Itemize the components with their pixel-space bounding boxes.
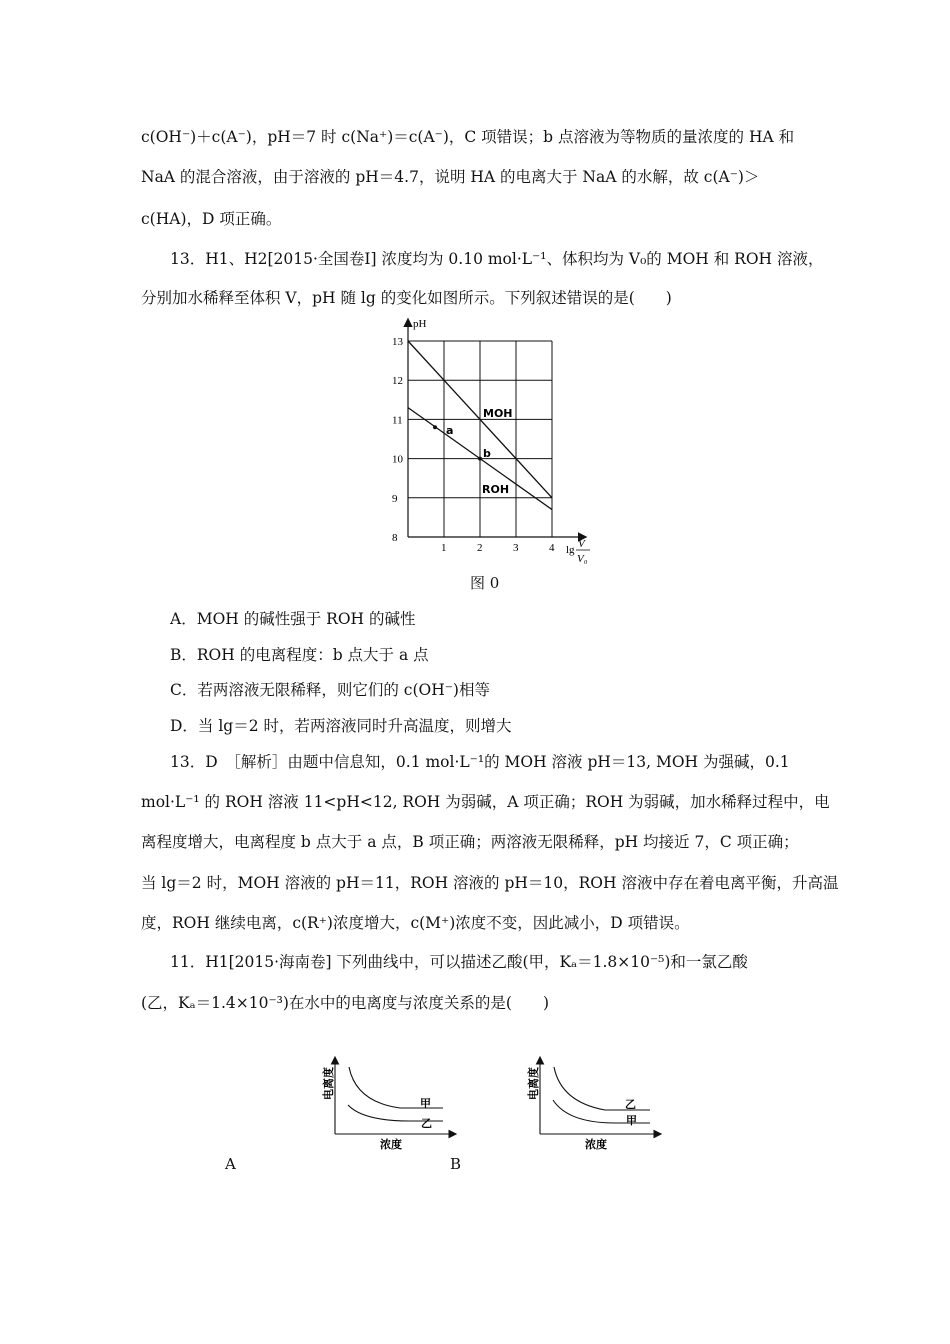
text-line-1: c(OH⁻)＋c(A⁻)，pH＝7 时 c(Na⁺)＝c(A⁻)，C 项错误；b 点溶液为等物质的量浓度的 HA 和 [141, 128, 795, 146]
answer-13-line-3: 离程度增大，电离程度 b 点大于 a 点，B 项正确；两溶液无限稀释，pH 均接近 7，C 项正确； [141, 833, 799, 851]
x-axis-frac-den: V₀ [577, 553, 588, 565]
label-upper: 乙 [625, 1098, 636, 1111]
x-tick-label: 1 [441, 542, 447, 554]
question-13-stem-2: 分别加水稀释至体积 V，pH 随 lg 的变化如图所示。下列叙述错误的是( ) [141, 289, 672, 307]
y-tick-label: 12 [392, 375, 403, 388]
y-label: 电离度 [527, 1067, 540, 1100]
y-axis-label: pH [413, 318, 427, 330]
option-d: D．当 lg＝2 时，若两溶液同时升高温度，则增大 [170, 717, 512, 735]
label-moh: MOH [483, 407, 513, 420]
option-letter-a: A [225, 1155, 236, 1173]
figure-0-chart [370, 312, 600, 574]
option-figure-a [315, 1050, 465, 1160]
y-label: 电离度 [322, 1067, 335, 1100]
label-upper: 甲 [420, 1097, 431, 1110]
answer-13-line-4: 当 lg＝2 时，MOH 溶液的 pH＝11，ROH 溶液的 pH＝10，ROH 溶液中存在着电离平衡，升高温 [141, 874, 839, 892]
option-a: A．MOH 的碱性强于 ROH 的碱性 [170, 610, 416, 628]
y-tick-label: 11 [392, 414, 403, 427]
point-b [478, 457, 482, 461]
x-tick-label: 2 [477, 542, 483, 554]
text-line-2: NaA 的混合溶液，由于溶液的 pH＝4.7，说明 HA 的电离大于 NaA 的水解，故 c(A⁻)＞ [141, 168, 760, 186]
option-c: C．若两溶液无限稀释，则它们的 c(OH⁻)相等 [170, 681, 490, 699]
label-roh: ROH [482, 483, 510, 496]
x-axis-frac-num: V [578, 538, 585, 550]
y-tick-label: 9 [392, 492, 398, 505]
question-11-stem: 11．H1[2015·海南卷] 下列曲线中，可以描述乙酸(甲，Kₐ＝1.8×10⁻⁵)和一氯乙酸 [170, 953, 748, 971]
x-tick-label: 4 [549, 542, 555, 554]
option-letter-b: B [450, 1155, 462, 1173]
chart-grid [408, 341, 552, 537]
label-b: b [483, 447, 491, 460]
answer-13-line-2: mol·L⁻¹ 的 ROH 溶液 11<pH<12, ROH 为弱碱，A 项正确；ROH 为弱碱，加水稀释过程中，电 [141, 793, 830, 811]
figure-0-caption: 图 0 [470, 574, 500, 592]
x-label: 浓度 [585, 1138, 607, 1151]
y-tick-label: 8 [392, 532, 398, 544]
label-lower: 乙 [421, 1117, 432, 1130]
y-tick-label: 10 [392, 453, 403, 466]
option-figure-b [520, 1050, 670, 1160]
question-13-stem: 13．H1、H2[2015·全国卷Ⅰ] 浓度均为 0.10 mol·L⁻¹、体积均为 V₀的 MOH 和 ROH 溶液， [170, 250, 824, 268]
x-tick-label: 3 [513, 542, 519, 554]
point-a [433, 425, 437, 429]
label-lower: 甲 [626, 1114, 637, 1127]
label-a: a [446, 424, 454, 437]
y-tick-label: 13 [392, 336, 403, 348]
x-axis-label: lg [566, 544, 575, 556]
option-b: B．ROH 的电离程度：b 点大于 a 点 [170, 646, 429, 664]
question-11-stem-2: (乙，Kₐ＝1.4×10⁻³)在水中的电离度与浓度关系的是( ) [141, 994, 550, 1012]
answer-13-line-5: 度，ROH 继续电离，c(R⁺)浓度增大，c(M⁺)浓度不变，因此减小，D 项错误。 [141, 914, 690, 932]
text-line-3: c(HA)，D 项正确。 [141, 210, 282, 228]
x-label: 浓度 [380, 1138, 402, 1151]
answer-13-line-1: 13．D ［解析］由题中信息知，0.1 mol·L⁻¹的 MOH 溶液 pH＝13, MOH 为强碱，0.1 [170, 753, 790, 771]
